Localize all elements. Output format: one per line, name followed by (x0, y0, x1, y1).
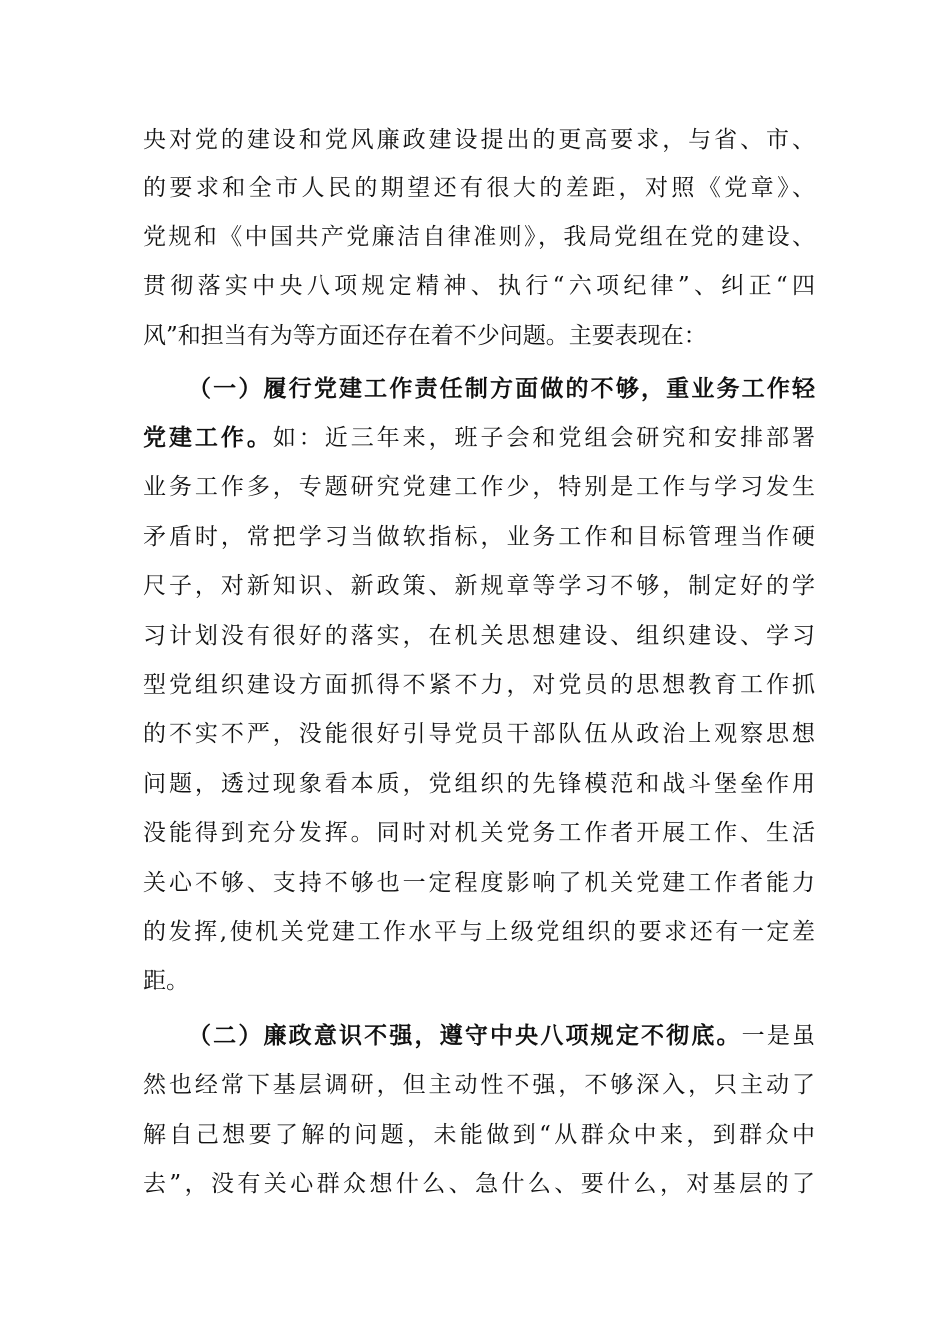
text-line: 尺子，对新知识、新政策、新规章等学习不够，制定好的学 (143, 573, 815, 599)
text-line: 问题，透过现象看本质，党组织的先锋模范和战斗堡垒作用 (143, 771, 815, 797)
text-line: 的不实不严，没能很好引导党员干部队伍从政治上观察思想 (143, 721, 815, 747)
text-line: 习计划没有很好的落实，在机关思想建设、组织建设、学习 (143, 623, 815, 649)
text-line: 去”，没有关心群众想什么、急什么、要什么，对基层的了 (143, 1171, 815, 1197)
text-line: 党规和《中国共产党廉洁自律准则》，我局党组在党的建设、 (143, 224, 815, 250)
text-line (188, 1011, 815, 1061)
text-line: 风”和担当有为等方面还存在着不少问题。主要表现在： (143, 323, 707, 349)
text-line: 然也经常下基层调研，但主动性不强，不够深入，只主动了 (143, 1072, 815, 1098)
text-line: 型党组织建设方面抓得不紧不力，对党员的思想教育工作抓 (143, 672, 815, 698)
text-line: 的要求和全市人民的期望还有很大的差距，对照《党章》、 (143, 175, 815, 201)
section-heading-1-end: 党建工作。 (143, 425, 273, 451)
text-line: 贯彻落实中央八项规定精神、执行“六项纪律”、纠正“四 (143, 273, 815, 299)
section-heading-1: （一）履行党建工作责任制方面做的不够，重业务工作轻 (188, 376, 815, 402)
section-heading-2: （二）廉政意识不强，遵守中央八项规定不彻底。 (188, 1023, 742, 1049)
text-line: 业务工作多，专题研究党建工作少，特别是工作与学习发生 (143, 474, 815, 500)
text-run: 如：近三年来，班子会和党组会研究和安排部署 (272, 425, 816, 451)
text-line: 解自己想要了解的问题，未能做到“从群众中来，到群众中 (143, 1122, 815, 1148)
text-line: 没能得到充分发挥。同时对机关党务工作者开展工作、生活 (143, 820, 815, 846)
text-line: 关心不够、支持不够也一定程度影响了机关党建工作者能力 (143, 870, 815, 896)
text-run: 一是虽 (741, 1023, 816, 1049)
text-line (143, 413, 815, 463)
text-line: 矛盾时，常把学习当做软指标，业务工作和目标管理当作硬 (143, 524, 815, 550)
text-line: 央对党的建设和党风廉政建设提出的更高要求，与省、市、 (143, 127, 815, 153)
text-line: 的发挥,使机关党建工作水平与上级党组织的要求还有一定差 (143, 919, 815, 945)
text-line: 距。 (143, 968, 189, 994)
